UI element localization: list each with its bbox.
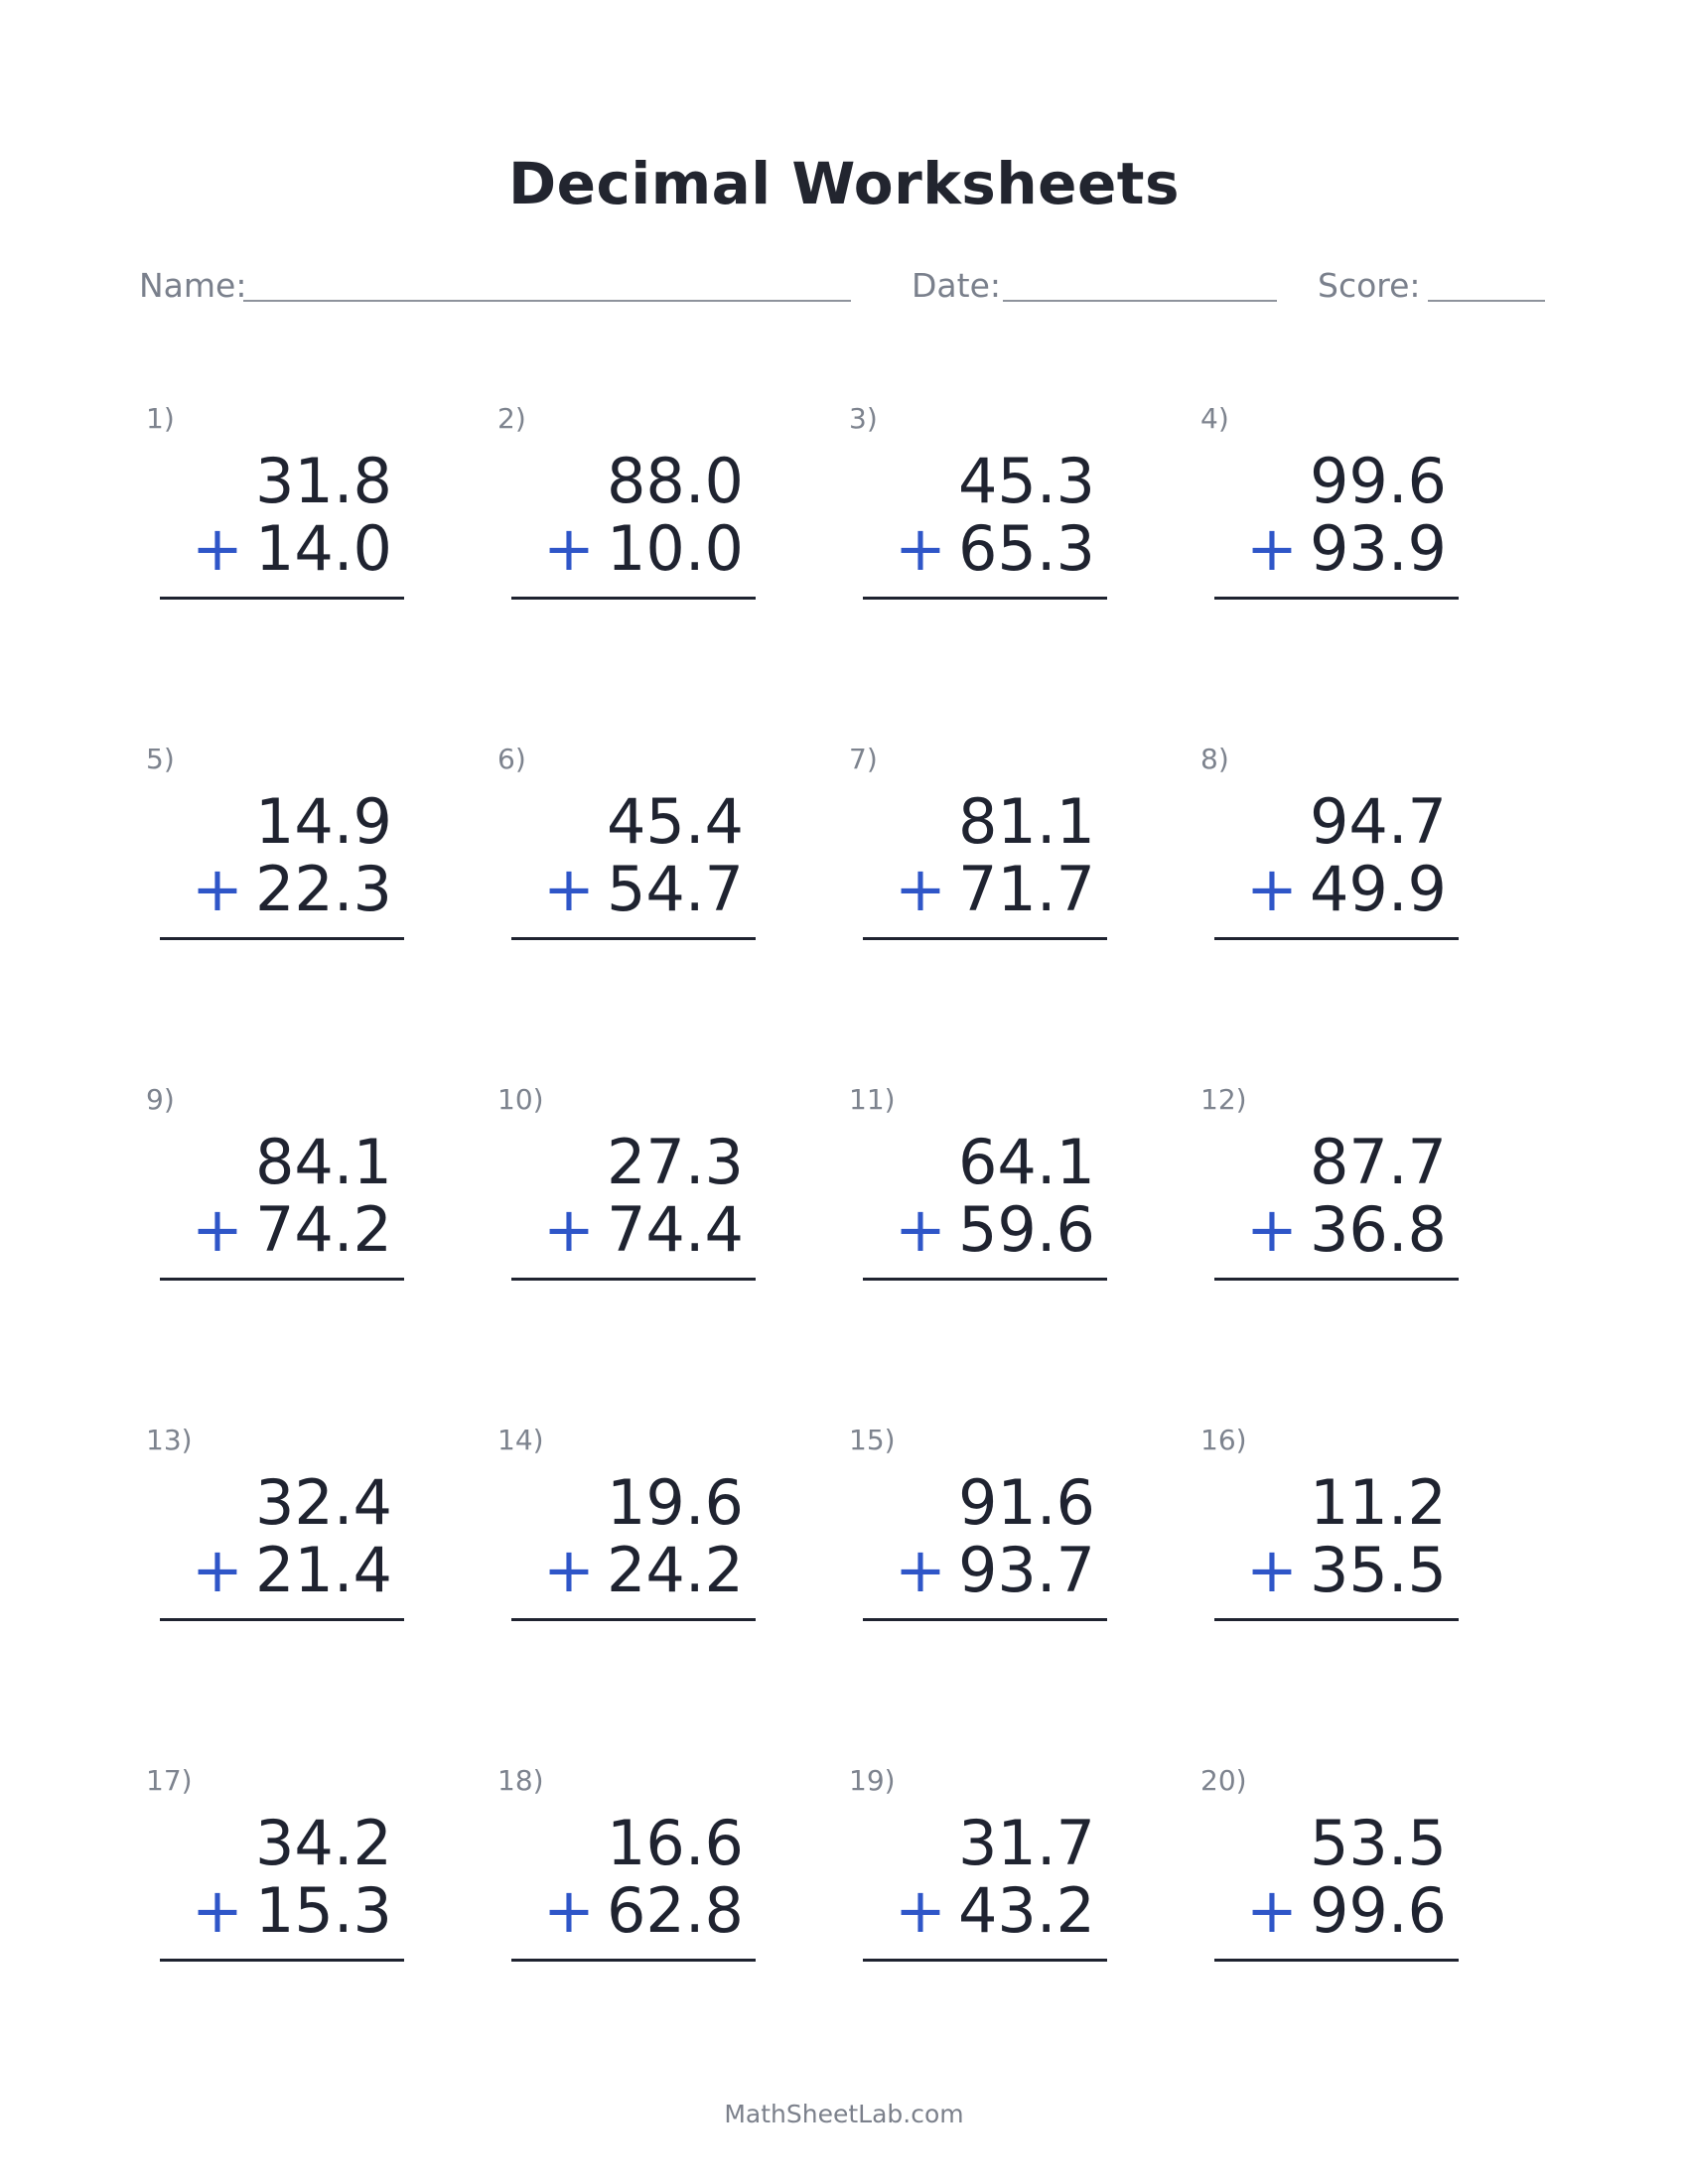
problem-number: 18) bbox=[497, 1764, 544, 1797]
bottom-operand: 62.8 bbox=[606, 1874, 744, 1947]
problem-number: 13) bbox=[146, 1424, 193, 1456]
bottom-operand: 54.7 bbox=[606, 853, 744, 925]
plus-sign: + bbox=[543, 853, 595, 925]
top-operand: 16.6 bbox=[606, 1807, 744, 1879]
plus-sign: + bbox=[1246, 1193, 1298, 1266]
bottom-operand: 24.2 bbox=[606, 1534, 744, 1606]
problem-9 bbox=[146, 1083, 404, 1311]
plus-sign: + bbox=[895, 1193, 946, 1266]
top-operand: 84.1 bbox=[254, 1126, 392, 1198]
top-operand: 91.6 bbox=[957, 1466, 1095, 1539]
bottom-operand: 43.2 bbox=[957, 1874, 1095, 1947]
problem-16 bbox=[1200, 1424, 1459, 1652]
problem-number: 5) bbox=[146, 743, 175, 775]
problem-number: 15) bbox=[849, 1424, 896, 1456]
top-operand: 27.3 bbox=[606, 1126, 744, 1198]
bottom-row bbox=[543, 1194, 744, 1266]
top-operand: 31.7 bbox=[957, 1807, 1095, 1879]
bottom-row bbox=[1246, 1194, 1447, 1266]
bottom-row bbox=[1246, 854, 1447, 925]
answer-line bbox=[511, 1618, 756, 1621]
answer-line bbox=[160, 1618, 404, 1621]
plus-sign: + bbox=[543, 1193, 595, 1266]
answer-line bbox=[1214, 1618, 1459, 1621]
footer-site-credit: MathSheetLab.com bbox=[724, 2100, 964, 2128]
problem-number: 1) bbox=[146, 402, 175, 435]
answer-line bbox=[863, 1618, 1107, 1621]
top-operand: 81.1 bbox=[957, 785, 1095, 858]
bottom-operand: 93.9 bbox=[1309, 512, 1447, 585]
problem-number: 8) bbox=[1200, 743, 1229, 775]
top-operand: 87.7 bbox=[1309, 1126, 1447, 1198]
plus-sign: + bbox=[1246, 1874, 1298, 1947]
problem-number: 6) bbox=[497, 743, 526, 775]
bottom-operand: 49.9 bbox=[1309, 853, 1447, 925]
plus-sign: + bbox=[895, 1534, 946, 1606]
bottom-row bbox=[543, 1535, 744, 1606]
top-operand: 64.1 bbox=[957, 1126, 1095, 1198]
bottom-row bbox=[192, 513, 392, 585]
problem-6 bbox=[497, 743, 756, 971]
answer-line bbox=[1214, 1278, 1459, 1281]
problem-1 bbox=[146, 402, 404, 630]
top-operand: 11.2 bbox=[1309, 1466, 1447, 1539]
bottom-operand: 93.7 bbox=[957, 1534, 1095, 1606]
bottom-row bbox=[895, 1194, 1095, 1266]
top-operand: 45.4 bbox=[606, 785, 744, 858]
bottom-row bbox=[543, 854, 744, 925]
page-title: Decimal Worksheets bbox=[507, 150, 1181, 217]
problem-20 bbox=[1200, 1764, 1459, 1992]
date-field-line[interactable] bbox=[1003, 300, 1277, 302]
bottom-row bbox=[895, 513, 1095, 585]
plus-sign: + bbox=[192, 512, 243, 585]
answer-line bbox=[863, 937, 1107, 940]
problem-4 bbox=[1200, 402, 1459, 630]
problem-number: 7) bbox=[849, 743, 878, 775]
answer-line bbox=[511, 1959, 756, 1962]
answer-line bbox=[160, 597, 404, 600]
bottom-operand: 99.6 bbox=[1309, 1874, 1447, 1947]
score-label: Score: bbox=[1318, 266, 1421, 305]
top-operand: 94.7 bbox=[1309, 785, 1447, 858]
top-operand: 31.8 bbox=[254, 445, 392, 517]
bottom-operand: 36.8 bbox=[1309, 1193, 1447, 1266]
problem-number: 2) bbox=[497, 402, 526, 435]
bottom-operand: 71.7 bbox=[957, 853, 1095, 925]
bottom-row bbox=[1246, 1875, 1447, 1947]
top-operand: 45.3 bbox=[957, 445, 1095, 517]
answer-line bbox=[863, 597, 1107, 600]
bottom-row bbox=[192, 1535, 392, 1606]
bottom-row bbox=[895, 1875, 1095, 1947]
problem-number: 19) bbox=[849, 1764, 896, 1797]
bottom-operand: 10.0 bbox=[606, 512, 744, 585]
problem-number: 4) bbox=[1200, 402, 1229, 435]
bottom-row bbox=[543, 513, 744, 585]
problem-7 bbox=[849, 743, 1107, 971]
bottom-operand: 14.0 bbox=[254, 512, 392, 585]
name-field-line[interactable] bbox=[243, 300, 851, 302]
answer-line bbox=[1214, 937, 1459, 940]
bottom-row bbox=[895, 854, 1095, 925]
plus-sign: + bbox=[543, 1534, 595, 1606]
plus-sign: + bbox=[192, 853, 243, 925]
plus-sign: + bbox=[1246, 512, 1298, 585]
problem-3 bbox=[849, 402, 1107, 630]
bottom-operand: 74.2 bbox=[254, 1193, 392, 1266]
top-operand: 88.0 bbox=[606, 445, 744, 517]
answer-line bbox=[511, 937, 756, 940]
problem-19 bbox=[849, 1764, 1107, 1992]
problem-number: 11) bbox=[849, 1083, 896, 1116]
answer-line bbox=[1214, 1959, 1459, 1962]
top-operand: 14.9 bbox=[254, 785, 392, 858]
problem-number: 16) bbox=[1200, 1424, 1247, 1456]
bottom-row bbox=[895, 1535, 1095, 1606]
plus-sign: + bbox=[1246, 1534, 1298, 1606]
plus-sign: + bbox=[543, 1874, 595, 1947]
problem-17 bbox=[146, 1764, 404, 1992]
problem-number: 9) bbox=[146, 1083, 175, 1116]
answer-line bbox=[160, 937, 404, 940]
bottom-operand: 15.3 bbox=[254, 1874, 392, 1947]
problem-2 bbox=[497, 402, 756, 630]
answer-line bbox=[1214, 597, 1459, 600]
bottom-operand: 74.4 bbox=[606, 1193, 744, 1266]
top-operand: 34.2 bbox=[254, 1807, 392, 1879]
plus-sign: + bbox=[895, 1874, 946, 1947]
problem-11 bbox=[849, 1083, 1107, 1311]
problem-18 bbox=[497, 1764, 756, 1992]
problem-number: 3) bbox=[849, 402, 878, 435]
bottom-row bbox=[192, 854, 392, 925]
problem-number: 17) bbox=[146, 1764, 193, 1797]
plus-sign: + bbox=[895, 853, 946, 925]
top-operand: 19.6 bbox=[606, 1466, 744, 1539]
top-operand: 99.6 bbox=[1309, 445, 1447, 517]
answer-line bbox=[511, 1278, 756, 1281]
name-label: Name: bbox=[139, 266, 247, 305]
bottom-row bbox=[192, 1875, 392, 1947]
bottom-operand: 59.6 bbox=[957, 1193, 1095, 1266]
answer-line bbox=[863, 1959, 1107, 1962]
plus-sign: + bbox=[543, 512, 595, 585]
problem-number: 10) bbox=[497, 1083, 544, 1116]
plus-sign: + bbox=[1246, 853, 1298, 925]
bottom-operand: 21.4 bbox=[254, 1534, 392, 1606]
top-operand: 53.5 bbox=[1309, 1807, 1447, 1879]
problem-13 bbox=[146, 1424, 404, 1652]
bottom-operand: 35.5 bbox=[1309, 1534, 1447, 1606]
score-field-line[interactable] bbox=[1428, 300, 1545, 302]
bottom-row bbox=[1246, 513, 1447, 585]
plus-sign: + bbox=[192, 1193, 243, 1266]
bottom-operand: 65.3 bbox=[957, 512, 1095, 585]
answer-line bbox=[160, 1278, 404, 1281]
problem-12 bbox=[1200, 1083, 1459, 1311]
problem-number: 12) bbox=[1200, 1083, 1247, 1116]
bottom-row bbox=[1246, 1535, 1447, 1606]
problem-8 bbox=[1200, 743, 1459, 971]
problem-number: 20) bbox=[1200, 1764, 1247, 1797]
top-operand: 32.4 bbox=[254, 1466, 392, 1539]
date-label: Date: bbox=[912, 266, 1001, 305]
plus-sign: + bbox=[192, 1874, 243, 1947]
answer-line bbox=[511, 597, 756, 600]
plus-sign: + bbox=[895, 512, 946, 585]
problem-15 bbox=[849, 1424, 1107, 1652]
problem-14 bbox=[497, 1424, 756, 1652]
problem-5 bbox=[146, 743, 404, 971]
plus-sign: + bbox=[192, 1534, 243, 1606]
bottom-row bbox=[543, 1875, 744, 1947]
problem-number: 14) bbox=[497, 1424, 544, 1456]
answer-line bbox=[863, 1278, 1107, 1281]
answer-line bbox=[160, 1959, 404, 1962]
bottom-row bbox=[192, 1194, 392, 1266]
bottom-operand: 22.3 bbox=[254, 853, 392, 925]
problem-10 bbox=[497, 1083, 756, 1311]
